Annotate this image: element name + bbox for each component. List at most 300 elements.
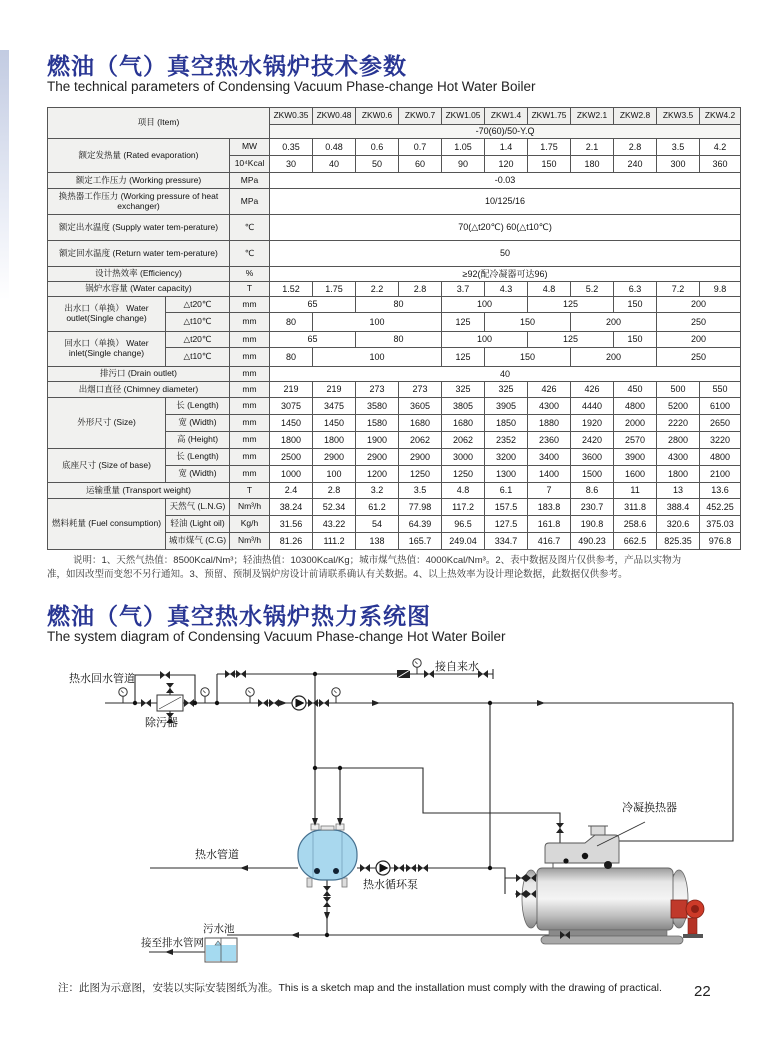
- unit-cell: mm: [230, 382, 270, 398]
- unit-cell: Nm³/h: [230, 533, 270, 550]
- notes-text: 说明：1、天然气热值：8500Kcal/Nm³；轻油热值：10300Kcal/Kg；城市煤气热值：4000Kcal/Nm³。2、表中数据及图片仅供参考，产品以实物为准，如因改型而变恕不另行通知。3、预留、预制及锅炉房设计前请联系确认有关数据。4、以上热效率为设计理论数据，此数据仅供参考。: [47, 555, 682, 581]
- data-cell: 976.8: [700, 533, 741, 550]
- junction-dot: [193, 701, 197, 705]
- data-cell: 1400: [528, 466, 571, 483]
- series-header: -70(60)/50-Y.Q: [270, 125, 741, 139]
- unit-cell: mm: [230, 348, 270, 367]
- pump-icon: [376, 861, 390, 875]
- unit-cell: %: [230, 267, 270, 282]
- data-cell: 3580: [356, 398, 399, 415]
- data-cell: 2.8: [614, 139, 657, 156]
- boiler-vessel: [522, 861, 688, 944]
- row-label: 排污口 (Drain outlet): [48, 367, 230, 382]
- data-cell: 40: [270, 367, 741, 382]
- data-cell: 0.6: [356, 139, 399, 156]
- data-cell: -0.03: [270, 173, 741, 189]
- data-cell: 1450: [270, 415, 313, 432]
- data-cell: 100: [313, 313, 442, 332]
- unit-cell: mm: [230, 398, 270, 415]
- data-cell: 249.04: [442, 533, 485, 550]
- row-label: 运输重量 (Transport weight): [48, 483, 230, 499]
- data-cell: 1800: [313, 432, 356, 449]
- data-cell: 1500: [571, 466, 614, 483]
- flow-arrow-icon: [279, 700, 287, 706]
- model-header: ZKW3.5: [657, 108, 700, 125]
- flow-arrow-icon: [324, 912, 330, 920]
- parameters-table-body: [48, 108, 741, 550]
- data-cell: 111.2: [313, 533, 356, 550]
- data-cell: 219: [270, 382, 313, 398]
- data-cell: 2420: [571, 432, 614, 449]
- unit-cell: ℃: [230, 215, 270, 241]
- junction-dot: [338, 766, 342, 770]
- data-cell: 2062: [442, 432, 485, 449]
- dirt-separator-device: [157, 695, 183, 711]
- valve-icon: [141, 699, 151, 707]
- data-cell: 3.5: [657, 139, 700, 156]
- data-cell: 150: [614, 297, 657, 313]
- sub-label: △t10℃: [166, 348, 230, 367]
- data-cell: 5200: [657, 398, 700, 415]
- data-cell: 375.03: [700, 516, 741, 533]
- model-header: ZKW0.35: [270, 108, 313, 125]
- data-cell: 150: [485, 313, 571, 332]
- data-cell: 64.39: [399, 516, 442, 533]
- data-cell: 5.2: [571, 282, 614, 297]
- data-cell: 9.8: [700, 282, 741, 297]
- data-cell: 3075: [270, 398, 313, 415]
- valve-icon: [258, 699, 268, 707]
- label-circulation-pump: 热水循环泵: [363, 879, 418, 891]
- sewage-pool-device: [205, 938, 237, 962]
- vacuum-tank: [298, 824, 357, 887]
- data-cell: 219: [313, 382, 356, 398]
- label-sewage-pool: 污水池: [203, 923, 235, 935]
- row-label: 外形尺寸 (Size): [48, 398, 166, 449]
- data-cell: 60: [399, 156, 442, 173]
- data-cell: 300: [657, 156, 700, 173]
- data-cell: 2220: [657, 415, 700, 432]
- table-row: [48, 108, 741, 125]
- model-header: ZKW1.75: [528, 108, 571, 125]
- label-hot-water-pipe: 热水管道: [195, 849, 239, 861]
- unit-cell: mm: [230, 297, 270, 313]
- flow-arrow-icon: [240, 865, 248, 871]
- table-row: [48, 398, 741, 415]
- valve-icon: [308, 699, 318, 707]
- data-cell: 2360: [528, 432, 571, 449]
- table-row: [48, 282, 741, 297]
- data-cell: 1.75: [313, 282, 356, 297]
- data-cell: 3.7: [442, 282, 485, 297]
- gauge-icon: [119, 688, 127, 703]
- data-cell: 0.7: [399, 139, 442, 156]
- table-row: [48, 382, 741, 398]
- data-cell: 40: [313, 156, 356, 173]
- model-header: ZKW2.8: [614, 108, 657, 125]
- data-cell: 200: [571, 313, 657, 332]
- valve-icon: [516, 890, 526, 898]
- table-row: [48, 189, 741, 215]
- gauge-icon: [413, 659, 421, 674]
- data-cell: 52.34: [313, 499, 356, 516]
- data-cell: 80: [356, 332, 442, 348]
- data-cell: 120: [485, 156, 528, 173]
- data-cell: 450: [614, 382, 657, 398]
- data-cell: 2650: [700, 415, 741, 432]
- table-row: [48, 297, 741, 313]
- data-cell: 180: [571, 156, 614, 173]
- sub-label: 宽 (Width): [166, 466, 230, 483]
- data-cell: 1250: [399, 466, 442, 483]
- model-header: ZKW0.7: [399, 108, 442, 125]
- sub-label: 长 (Length): [166, 449, 230, 466]
- row-label: 回水口（单换） Water inlet(Single change): [48, 332, 166, 367]
- sub-label: 轻油 (Light oil): [166, 516, 230, 533]
- table-row: [48, 241, 741, 267]
- data-cell: 2900: [399, 449, 442, 466]
- data-cell: 43.22: [313, 516, 356, 533]
- data-cell: 150: [485, 348, 571, 367]
- data-cell: 1.05: [442, 139, 485, 156]
- unit-cell: mm: [230, 432, 270, 449]
- data-cell: 825.35: [657, 533, 700, 550]
- data-cell: 1450: [313, 415, 356, 432]
- data-cell: 1680: [442, 415, 485, 432]
- row-label: 换热器工作压力 (Working pressure of heat exchanger): [48, 189, 230, 215]
- label-condenser: 冷凝换热器: [622, 802, 677, 814]
- data-cell: 2.2: [356, 282, 399, 297]
- data-cell: 7: [528, 483, 571, 499]
- data-cell: 334.7: [485, 533, 528, 550]
- model-header: ZKW0.6: [356, 108, 399, 125]
- data-cell: 426: [571, 382, 614, 398]
- junction-dot: [133, 701, 137, 705]
- row-label: 额定工作压力 (Working pressure): [48, 173, 230, 189]
- data-cell: 2800: [657, 432, 700, 449]
- data-cell: 8.6: [571, 483, 614, 499]
- model-header: ZKW0.48: [313, 108, 356, 125]
- data-cell: 61.2: [356, 499, 399, 516]
- valve-icon: [225, 670, 235, 678]
- data-cell: 3900: [614, 449, 657, 466]
- data-cell: 100: [313, 348, 442, 367]
- sub-label: 天然气 (L.N.G): [166, 499, 230, 516]
- data-cell: 1850: [485, 415, 528, 432]
- model-header: ZKW4.2: [700, 108, 741, 125]
- data-cell: 273: [399, 382, 442, 398]
- valve-icon: [424, 670, 434, 678]
- data-cell: 1200: [356, 466, 399, 483]
- row-label: 额定发热量 (Rated evaporation): [48, 139, 230, 173]
- data-cell: 1800: [270, 432, 313, 449]
- data-cell: 6.3: [614, 282, 657, 297]
- data-cell: 1680: [399, 415, 442, 432]
- data-cell: 4.2: [700, 139, 741, 156]
- data-cell: 426: [528, 382, 571, 398]
- data-cell: 165.7: [399, 533, 442, 550]
- data-cell: 117.2: [442, 499, 485, 516]
- valve-icon: [184, 699, 194, 707]
- row-label: 额定回水温度 (Return water tem-perature): [48, 241, 230, 267]
- data-cell: 65: [270, 297, 356, 313]
- data-cell: 550: [700, 382, 741, 398]
- data-cell: 3905: [485, 398, 528, 415]
- data-cell: 416.7: [528, 533, 571, 550]
- valve-icon: [166, 683, 174, 693]
- gauge-icon: [246, 688, 254, 703]
- data-cell: 100: [442, 297, 528, 313]
- unit-cell: mm: [230, 332, 270, 348]
- sub-label: △t10℃: [166, 313, 230, 332]
- valve-icon: [269, 699, 279, 707]
- table-row: [48, 332, 741, 348]
- data-cell: 1250: [442, 466, 485, 483]
- label-tap-water: 接自来水: [435, 661, 479, 673]
- data-cell: 1300: [485, 466, 528, 483]
- data-cell: 1900: [356, 432, 399, 449]
- data-cell: 3220: [700, 432, 741, 449]
- data-cell: 250: [657, 313, 741, 332]
- data-cell: 1580: [356, 415, 399, 432]
- data-cell: 65: [270, 332, 356, 348]
- unit-cell: mm: [230, 466, 270, 483]
- section2-title-en: The system diagram of Condensing Vacuum Phase-change Hot Water Boiler: [47, 629, 506, 644]
- data-cell: 3600: [571, 449, 614, 466]
- unit-cell: T: [230, 483, 270, 499]
- data-cell: 30: [270, 156, 313, 173]
- table-row: [48, 173, 741, 189]
- sub-label: 宽 (Width): [166, 415, 230, 432]
- junction-dot: [488, 701, 492, 705]
- data-cell: 2.8: [313, 483, 356, 499]
- unit-cell: Nm³/h: [230, 499, 270, 516]
- diagram-note: 注：此图为示意图，安装以实际安装图纸为准。This is a sketch map and the installation must comply with the drawing of practical.: [58, 982, 662, 994]
- data-cell: 4800: [700, 449, 741, 466]
- model-header: ZKW2.1: [571, 108, 614, 125]
- data-cell: 50: [270, 241, 741, 267]
- data-cell: 200: [657, 297, 741, 313]
- row-label: 出烟口直径 (Chimney diameter): [48, 382, 230, 398]
- data-cell: 3605: [399, 398, 442, 415]
- data-cell: 1600: [614, 466, 657, 483]
- gauge-icon: [201, 688, 209, 703]
- data-cell: 54: [356, 516, 399, 533]
- data-cell: 273: [356, 382, 399, 398]
- data-cell: 38.24: [270, 499, 313, 516]
- unit-cell: ℃: [230, 241, 270, 267]
- row-label: 项目 (Item): [48, 108, 270, 139]
- table-row: [48, 367, 741, 382]
- data-cell: 125: [528, 297, 614, 313]
- flow-arrow-icon: [291, 932, 299, 938]
- unit-cell: MW: [230, 139, 270, 156]
- row-label: 设计热效率 (Efficiency): [48, 267, 230, 282]
- data-cell: 150: [614, 332, 657, 348]
- pump-icon: [292, 696, 306, 710]
- unit-cell: mm: [230, 313, 270, 332]
- data-cell: 4.8: [528, 282, 571, 297]
- junction-dot: [215, 701, 219, 705]
- data-cell: 190.8: [571, 516, 614, 533]
- data-cell: 325: [485, 382, 528, 398]
- data-cell: 138: [356, 533, 399, 550]
- data-cell: 3000: [442, 449, 485, 466]
- unit-cell: mm: [230, 367, 270, 382]
- data-cell: 3.2: [356, 483, 399, 499]
- data-cell: 4300: [528, 398, 571, 415]
- label-return-pipe: 热水回水管道: [69, 673, 135, 685]
- data-cell: 31.56: [270, 516, 313, 533]
- data-cell: 100: [442, 332, 528, 348]
- sub-label: 城市煤气 (C.G): [166, 533, 230, 550]
- data-cell: 3475: [313, 398, 356, 415]
- data-cell: 77.98: [399, 499, 442, 516]
- valve-icon: [319, 699, 329, 707]
- data-cell: 4440: [571, 398, 614, 415]
- page-edge-shade: [0, 50, 9, 300]
- data-cell: ≥92(配冷凝器可达96): [270, 267, 741, 282]
- valve-icon: [478, 670, 488, 678]
- table-row: [48, 483, 741, 499]
- data-cell: 3805: [442, 398, 485, 415]
- data-cell: 500: [657, 382, 700, 398]
- row-label: 锅炉水容量 (Water capacity): [48, 282, 230, 297]
- table-row: [48, 139, 741, 156]
- data-cell: 96.5: [442, 516, 485, 533]
- data-cell: 150: [528, 156, 571, 173]
- data-cell: 70(△t20℃) 60(△t10℃): [270, 215, 741, 241]
- table-row: [48, 215, 741, 241]
- data-cell: 7.2: [657, 282, 700, 297]
- data-cell: 13.6: [700, 483, 741, 499]
- data-cell: 2570: [614, 432, 657, 449]
- data-cell: 240: [614, 156, 657, 173]
- model-header: ZKW1.4: [485, 108, 528, 125]
- flow-arrow-icon: [372, 700, 380, 706]
- data-cell: 1.75: [528, 139, 571, 156]
- data-cell: 388.4: [657, 499, 700, 516]
- unit-cell: mm: [230, 415, 270, 432]
- data-cell: 230.7: [571, 499, 614, 516]
- data-cell: 200: [657, 332, 741, 348]
- sub-label: 长 (Length): [166, 398, 230, 415]
- sub-label: △t20℃: [166, 297, 230, 313]
- unit-cell: Kg/h: [230, 516, 270, 533]
- label-dirt-separator: 除污器: [145, 717, 178, 729]
- data-cell: 4300: [657, 449, 700, 466]
- data-cell: 1000: [270, 466, 313, 483]
- data-cell: 10/125/16: [270, 189, 741, 215]
- data-cell: 4.3: [485, 282, 528, 297]
- data-cell: 6100: [700, 398, 741, 415]
- data-cell: 161.8: [528, 516, 571, 533]
- data-cell: 452.25: [700, 499, 741, 516]
- data-cell: 2500: [270, 449, 313, 466]
- unit-cell: MPa: [230, 189, 270, 215]
- data-cell: 183.8: [528, 499, 571, 516]
- data-cell: 2000: [614, 415, 657, 432]
- row-label: 底座尺寸 (Size of base): [48, 449, 166, 483]
- data-cell: 490.23: [571, 533, 614, 550]
- data-cell: 157.5: [485, 499, 528, 516]
- model-header: ZKW1.05: [442, 108, 485, 125]
- data-cell: 11: [614, 483, 657, 499]
- data-cell: 360: [700, 156, 741, 173]
- data-cell: 258.6: [614, 516, 657, 533]
- data-cell: 3400: [528, 449, 571, 466]
- data-cell: 127.5: [485, 516, 528, 533]
- data-cell: 125: [442, 348, 485, 367]
- valve-icon: [516, 874, 526, 882]
- data-cell: 80: [270, 348, 313, 367]
- data-cell: 200: [571, 348, 657, 367]
- valve-icon: [556, 823, 564, 833]
- flow-arrow-icon: [537, 700, 545, 706]
- valve-icon: [323, 897, 331, 907]
- data-cell: 1920: [571, 415, 614, 432]
- unit-cell: 10⁴Kcal: [230, 156, 270, 173]
- data-cell: 662.5: [614, 533, 657, 550]
- data-cell: 125: [442, 313, 485, 332]
- parameters-table: [47, 107, 741, 550]
- data-cell: 6.1: [485, 483, 528, 499]
- data-cell: 80: [270, 313, 313, 332]
- data-cell: 2.4: [270, 483, 313, 499]
- row-label: 额定出水温度 (Supply water tem-perature): [48, 215, 230, 241]
- data-cell: 81.26: [270, 533, 313, 550]
- sub-label: △t20℃: [166, 332, 230, 348]
- junction-dot: [325, 933, 329, 937]
- data-cell: 3.5: [399, 483, 442, 499]
- row-label: 燃料耗量 (Fuel consumption): [48, 499, 166, 550]
- unit-cell: mm: [230, 449, 270, 466]
- data-cell: 0.48: [313, 139, 356, 156]
- section2-title-zh: 燃油（气）真空热水锅炉热力系统图: [47, 603, 431, 629]
- junction-dot: [488, 866, 492, 870]
- data-cell: 1.4: [485, 139, 528, 156]
- label-drain-network: 接至排水管网: [141, 937, 204, 949]
- data-cell: 2900: [313, 449, 356, 466]
- valve-icon: [394, 864, 404, 872]
- valve-icon: [418, 864, 428, 872]
- page-number: 22: [694, 983, 711, 1000]
- valve-icon: [160, 671, 170, 679]
- table-row: [48, 499, 741, 516]
- data-cell: 1880: [528, 415, 571, 432]
- data-cell: 2.8: [399, 282, 442, 297]
- system-diagram: [45, 648, 745, 978]
- data-cell: 125: [528, 332, 614, 348]
- data-cell: 2900: [356, 449, 399, 466]
- data-cell: 100: [313, 466, 356, 483]
- gauge-icon: [332, 688, 340, 703]
- unit-cell: MPa: [230, 173, 270, 189]
- data-cell: 311.8: [614, 499, 657, 516]
- data-cell: 90: [442, 156, 485, 173]
- data-cell: 3200: [485, 449, 528, 466]
- junction-dot: [313, 672, 317, 676]
- valve-icon: [236, 670, 246, 678]
- valve-icon: [360, 864, 370, 872]
- data-cell: 13: [657, 483, 700, 499]
- data-cell: 250: [657, 348, 741, 367]
- unit-cell: T: [230, 282, 270, 297]
- data-cell: 0.35: [270, 139, 313, 156]
- sub-label: 高 (Height): [166, 432, 230, 449]
- data-cell: 4.8: [442, 483, 485, 499]
- section1-title-en: The technical parameters of Condensing Vacuum Phase-change Hot Water Boiler: [47, 79, 536, 94]
